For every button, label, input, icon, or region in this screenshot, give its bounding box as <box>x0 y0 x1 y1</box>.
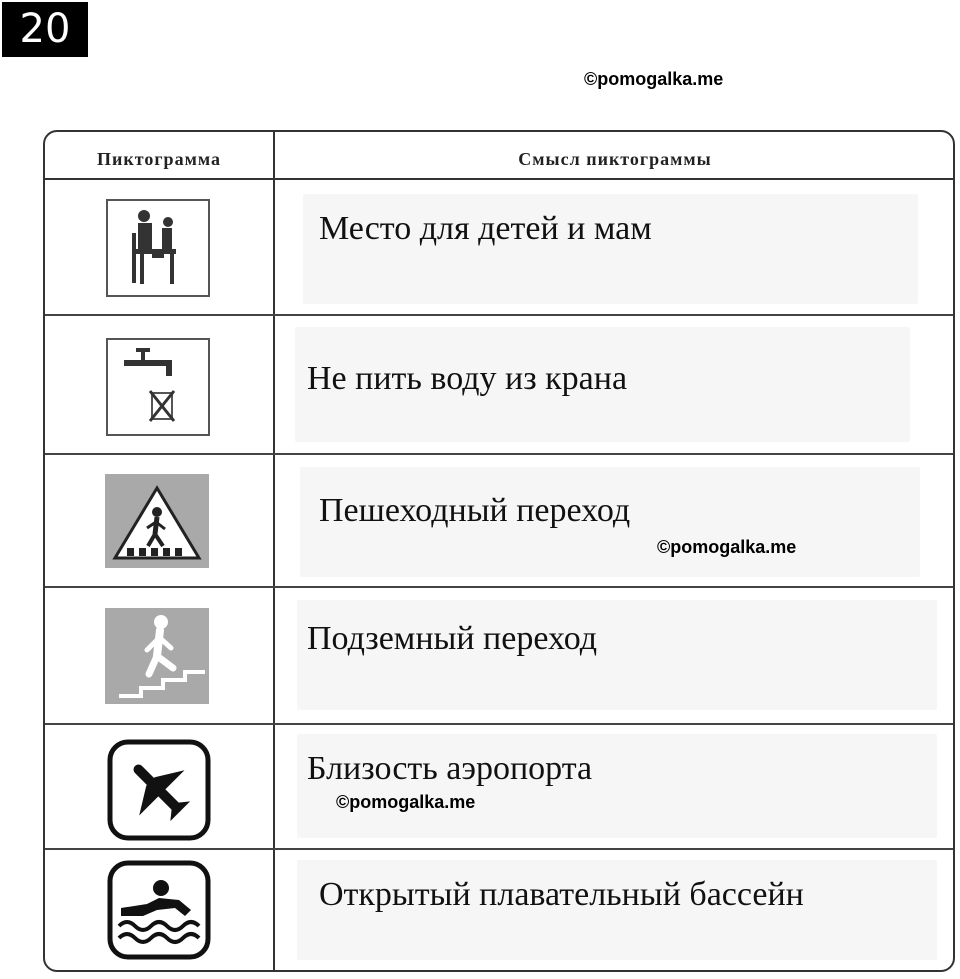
pictogram-table <box>43 130 955 972</box>
table-row-icon <box>107 739 211 841</box>
header-pictogram: Пиктограмма <box>97 149 221 169</box>
table-row-icon <box>105 608 209 704</box>
swimming-pool-icon <box>107 860 211 960</box>
meaning-text: Близость аэропорта <box>307 750 593 787</box>
row-divider <box>45 314 953 316</box>
header-divider <box>45 178 953 180</box>
row-divider <box>45 586 953 588</box>
task-number-badge: 20 <box>2 2 88 57</box>
table-row-icon <box>107 860 211 960</box>
table-row-icon <box>105 474 209 568</box>
table-row-icon <box>106 338 210 436</box>
watermark-lower: ©pomogalka.me <box>336 792 476 812</box>
mother-child-icon <box>106 199 210 297</box>
meaning-text: Место для детей и мам <box>319 210 652 247</box>
table-row-icon <box>106 199 210 297</box>
row-divider <box>45 848 953 850</box>
underground-passage-icon <box>105 608 209 704</box>
airport-icon <box>107 739 211 841</box>
meaning-text: Не пить воду из крана <box>307 360 628 397</box>
no-drinking-water-icon <box>106 338 210 436</box>
watermark-top: ©pomogalka.me <box>584 69 724 89</box>
column-divider <box>273 132 275 970</box>
header-meaning: Смысл пиктограммы <box>518 149 712 169</box>
row-divider <box>45 723 953 725</box>
meaning-text: Пешеходный переход <box>319 492 631 529</box>
row-divider <box>45 453 953 455</box>
watermark-middle: ©pomogalka.me <box>657 537 797 557</box>
pedestrian-crossing-icon <box>105 474 209 568</box>
meaning-text: Подземный переход <box>307 620 598 657</box>
meaning-text: Открытый плавательный бассейн <box>319 876 804 913</box>
